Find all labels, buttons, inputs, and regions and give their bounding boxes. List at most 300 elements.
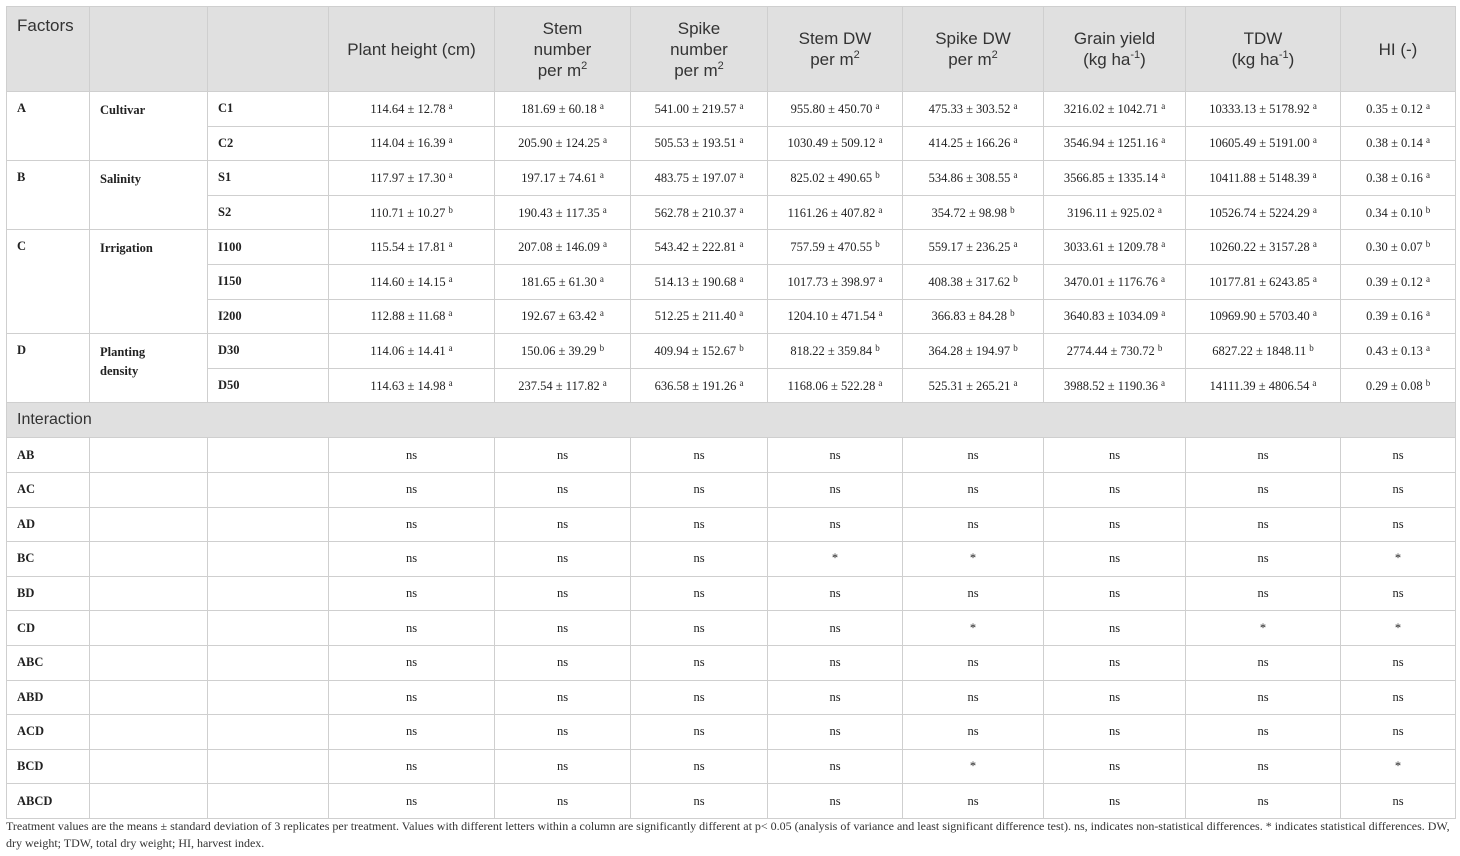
significance-letter: a — [448, 100, 453, 111]
mean-sd: 409.94 ± 152.67 — [654, 343, 737, 358]
significance-letter: b — [739, 342, 744, 353]
significance-cell: ns — [329, 611, 495, 646]
interaction-row — [7, 507, 1456, 542]
factor-code: D — [7, 334, 90, 403]
interaction-label: BC — [7, 542, 90, 577]
significance-cell: ns — [495, 784, 631, 819]
header-hi: HI (-) — [1341, 7, 1456, 92]
significance-letter: b — [1425, 239, 1431, 250]
factor-name-line: Irrigation — [100, 241, 153, 256]
value-cell — [768, 264, 903, 299]
significance-cell: ns — [903, 680, 1044, 715]
value-cell — [495, 195, 631, 230]
interaction-row — [7, 784, 1456, 819]
significance-letter: a — [602, 135, 607, 146]
mean-sd: 0.34 ± 0.10 — [1365, 205, 1423, 220]
significance-letter: a — [1312, 169, 1317, 180]
mean-sd: 3988.52 ± 1190.36 — [1064, 378, 1158, 393]
value-cell — [495, 368, 631, 403]
value-cell — [1044, 126, 1186, 161]
value-cell — [631, 92, 768, 127]
value-cell — [495, 230, 631, 265]
significance-cell: ns — [1044, 507, 1186, 542]
mean-sd: 1204.10 ± 471.54 — [787, 309, 876, 324]
interaction-label: ACD — [7, 715, 90, 750]
header-spike-dw: Spike DW per $m^2$ — [903, 7, 1044, 92]
interaction-row — [7, 472, 1456, 507]
results-table — [6, 6, 1456, 819]
value-cell — [903, 334, 1044, 369]
value-cell — [1341, 264, 1456, 299]
empty-cell — [208, 438, 329, 473]
value-cell — [495, 92, 631, 127]
empty-cell — [90, 472, 208, 507]
significance-letter: a — [739, 135, 744, 146]
value-cell — [495, 264, 631, 299]
interaction-row — [7, 611, 1456, 646]
mean-sd: 0.30 ± 0.07 — [1365, 240, 1423, 255]
value-cell — [329, 264, 495, 299]
significance-letter: a — [1013, 169, 1018, 180]
significance-letter: a — [1161, 169, 1166, 180]
significance-cell: ns — [1341, 472, 1456, 507]
value-cell — [329, 126, 495, 161]
significance-cell: ns — [631, 542, 768, 577]
significance-cell: ns — [631, 438, 768, 473]
significance-cell: ns — [631, 472, 768, 507]
mean-sd: 181.69 ± 60.18 — [521, 101, 597, 116]
empty-cell — [208, 715, 329, 750]
mean-sd: 3196.11 ± 925.02 — [1067, 205, 1155, 220]
value-cell — [1186, 92, 1341, 127]
mean-sd: 534.86 ± 308.55 — [928, 170, 1011, 185]
mean-sd: 3546.94 ± 1251.16 — [1063, 136, 1159, 151]
factor-name-line: Salinity — [100, 172, 141, 187]
header-row — [7, 7, 1456, 92]
significance-letter: a — [448, 308, 453, 319]
significance-cell: ns — [1341, 715, 1456, 750]
value-cell — [495, 299, 631, 334]
mean-sd: 10969.90 ± 5703.40 — [1209, 309, 1310, 324]
value-cell — [768, 368, 903, 403]
significance-cell: ns — [495, 542, 631, 577]
value-cell — [631, 299, 768, 334]
value-cell — [1044, 195, 1186, 230]
significance-cell: ns — [903, 507, 1044, 542]
mean-sd: 0.43 ± 0.13 — [1366, 343, 1423, 358]
mean-sd: 237.54 ± 117.82 — [518, 378, 600, 393]
mean-sd: 818.22 ± 359.84 — [790, 343, 873, 358]
value-cell — [903, 264, 1044, 299]
interaction-label: ABD — [7, 680, 90, 715]
mean-sd: 10605.49 ± 5191.00 — [1209, 136, 1310, 151]
significance-cell: ns — [1186, 784, 1341, 819]
significance-cell: ns — [1044, 611, 1186, 646]
value-cell — [495, 126, 631, 161]
significance-letter: a — [1013, 135, 1018, 146]
significance-letter: a — [878, 135, 883, 146]
significance-cell: ns — [903, 715, 1044, 750]
significance-cell: ns — [495, 715, 631, 750]
level-label: I200 — [208, 299, 329, 334]
mean-sd: 114.06 ± 14.41 — [370, 343, 446, 358]
significance-cell: ns — [329, 715, 495, 750]
table-row — [7, 126, 1456, 161]
value-cell — [495, 161, 631, 196]
value-cell — [1044, 230, 1186, 265]
mean-sd: 10260.22 ± 3157.28 — [1209, 240, 1310, 255]
value-cell — [329, 230, 495, 265]
mean-sd: 114.64 ± 12.78 — [370, 101, 446, 116]
value-cell — [903, 161, 1044, 196]
factor-name — [90, 161, 208, 230]
value-cell — [631, 230, 768, 265]
significance-letter: a — [599, 100, 604, 111]
significance-cell: ns — [631, 749, 768, 784]
significance-letter: a — [1312, 377, 1317, 388]
significance-cell: ns — [329, 507, 495, 542]
significance-letter: a — [1161, 239, 1166, 250]
value-cell — [1186, 264, 1341, 299]
significance-letter: b — [448, 204, 453, 215]
interaction-label: AD — [7, 507, 90, 542]
interaction-row — [7, 576, 1456, 611]
significance-cell: ns — [768, 645, 903, 680]
significance-cell: ns — [1186, 507, 1341, 542]
value-cell — [1044, 368, 1186, 403]
mean-sd: 190.43 ± 117.35 — [518, 205, 600, 220]
interaction-label: BD — [7, 576, 90, 611]
mean-sd: 10333.13 ± 5178.92 — [1209, 101, 1310, 116]
mean-sd: 114.63 ± 14.98 — [370, 378, 446, 393]
value-cell — [495, 334, 631, 369]
significance-letter: b — [1425, 204, 1431, 215]
significance-letter: a — [878, 204, 883, 215]
value-cell — [903, 126, 1044, 161]
mean-sd: 0.38 ± 0.14 — [1366, 136, 1423, 151]
mean-sd: 505.53 ± 193.51 — [654, 136, 737, 151]
significance-letter: a — [1160, 377, 1165, 388]
value-cell — [329, 299, 495, 334]
significance-letter: a — [1157, 204, 1162, 215]
factor-name-line: density — [100, 364, 139, 379]
significance-letter: a — [448, 135, 453, 146]
significance-cell: ns — [631, 645, 768, 680]
header-stem-dw: Stem DW per $m^2$ — [768, 7, 903, 92]
mean-sd: 1030.49 ± 509.12 — [787, 136, 876, 151]
significance-cell: ns — [329, 784, 495, 819]
header-plant-height: Plant height (cm) — [329, 7, 495, 92]
value-cell — [1341, 126, 1456, 161]
value-cell — [329, 368, 495, 403]
significance-letter: a — [602, 239, 607, 250]
significance-cell: ns — [903, 472, 1044, 507]
significance-letter: a — [599, 273, 604, 284]
value-cell — [1186, 334, 1341, 369]
value-cell — [631, 334, 768, 369]
interaction-row — [7, 749, 1456, 784]
significance-cell: * — [1341, 542, 1456, 577]
mean-sd: 366.83 ± 84.28 — [931, 309, 1008, 324]
value-cell — [1341, 195, 1456, 230]
significance-cell: ns — [495, 645, 631, 680]
mean-sd: 0.38 ± 0.16 — [1366, 170, 1423, 185]
value-cell — [631, 195, 768, 230]
mean-sd: 1161.26 ± 407.82 — [787, 205, 876, 220]
mean-sd: 112.88 ± 11.68 — [370, 309, 446, 324]
factor-name-line: Cultivar — [100, 103, 146, 117]
value-cell — [1044, 161, 1186, 196]
significance-cell: ns — [631, 576, 768, 611]
mean-sd: 3566.85 ± 1335.14 — [1063, 170, 1159, 185]
level-label: C1 — [208, 92, 329, 127]
mean-sd: 475.33 ± 303.52 — [928, 101, 1011, 116]
level-label: D50 — [208, 368, 329, 403]
significance-cell: ns — [631, 715, 768, 750]
header-grain-yield: Grain yield (kg $ha^{-1}$) — [1044, 7, 1186, 92]
value-cell — [903, 368, 1044, 403]
value-cell — [768, 92, 903, 127]
significance-letter: a — [448, 377, 453, 388]
value-cell — [631, 126, 768, 161]
significance-cell: ns — [1044, 645, 1186, 680]
significance-cell: ns — [1186, 680, 1341, 715]
mean-sd: 115.54 ± 17.81 — [370, 240, 446, 255]
significance-letter: a — [1312, 308, 1317, 319]
significance-letter: a — [448, 169, 453, 180]
value-cell — [768, 126, 903, 161]
mean-sd: 636.58 ± 191.26 — [654, 378, 737, 393]
value-cell — [1341, 334, 1456, 369]
mean-sd: 150.06 ± 39.29 — [520, 343, 597, 358]
significance-cell: ns — [631, 611, 768, 646]
significance-cell: ns — [768, 611, 903, 646]
interaction-label: ABCD — [7, 784, 90, 819]
value-cell — [1341, 161, 1456, 196]
significance-cell: ns — [768, 438, 903, 473]
value-cell — [1044, 264, 1186, 299]
table-footnote: Treatment values are the means ± standard deviation of 3 replicates per treatment. Values with different letters within a column are significantly different at p< 0.05 (analysis of variance and least significant difference test). ns, indicates non-statistical differences. * indicates statistical differences. DW, dry weight; TDW, total dry weight; HI, harvest index. — [6, 819, 1450, 850]
significance-letter: a — [1312, 100, 1317, 111]
significance-cell: ns — [329, 645, 495, 680]
significance-cell: ns — [768, 507, 903, 542]
significance-cell: * — [768, 542, 903, 577]
significance-cell: * — [1186, 611, 1341, 646]
significance-letter: b — [875, 169, 880, 180]
significance-letter: a — [1160, 273, 1165, 284]
value-cell — [768, 230, 903, 265]
interaction-row — [7, 680, 1456, 715]
factor-code: C — [7, 230, 90, 334]
level-label: S2 — [208, 195, 329, 230]
significance-letter: a — [1425, 100, 1430, 111]
significance-letter: a — [878, 273, 883, 284]
significance-letter: a — [875, 100, 880, 111]
level-label: I100 — [208, 230, 329, 265]
significance-letter: a — [1013, 100, 1018, 111]
significance-cell: ns — [768, 576, 903, 611]
mean-sd: 197.17 ± 74.61 — [521, 170, 597, 185]
table-row — [7, 368, 1456, 403]
empty-cell — [90, 542, 208, 577]
header-stem-number: Stem number per $m^2$ — [495, 7, 631, 92]
significance-cell: ns — [1044, 715, 1186, 750]
significance-cell: ns — [329, 472, 495, 507]
significance-cell: ns — [329, 680, 495, 715]
significance-letter: a — [448, 342, 453, 353]
mean-sd: 205.90 ± 124.25 — [518, 136, 600, 151]
significance-letter: a — [1312, 204, 1317, 215]
significance-cell: ns — [495, 680, 631, 715]
interaction-label: BCD — [7, 749, 90, 784]
significance-cell: ns — [1044, 680, 1186, 715]
significance-letter: a — [448, 239, 453, 250]
significance-cell: ns — [1044, 784, 1186, 819]
level-label: D30 — [208, 334, 329, 369]
mean-sd: 3216.02 ± 1042.71 — [1063, 101, 1159, 116]
significance-letter: a — [448, 273, 453, 284]
value-cell — [1044, 334, 1186, 369]
mean-sd: 3033.61 ± 1209.78 — [1063, 240, 1159, 255]
significance-cell: ns — [768, 749, 903, 784]
significance-cell: ns — [1341, 438, 1456, 473]
significance-letter: b — [1309, 342, 1314, 353]
mean-sd: 207.08 ± 146.09 — [518, 240, 600, 255]
mean-sd: 117.97 ± 17.30 — [370, 170, 446, 185]
significance-letter: a — [1161, 135, 1166, 146]
mean-sd: 6827.22 ± 1848.11 — [1212, 343, 1307, 358]
level-label: I150 — [208, 264, 329, 299]
significance-cell: ns — [1341, 784, 1456, 819]
interaction-label: ABC — [7, 645, 90, 680]
significance-cell: ns — [631, 680, 768, 715]
empty-cell — [90, 611, 208, 646]
significance-cell: ns — [495, 576, 631, 611]
factor-name — [90, 334, 208, 403]
mean-sd: 483.75 ± 197.07 — [654, 170, 737, 185]
value-cell — [768, 334, 903, 369]
empty-cell — [90, 784, 208, 819]
significance-letter: a — [1013, 239, 1018, 250]
mean-sd: 181.65 ± 61.30 — [521, 274, 597, 289]
value-cell — [903, 195, 1044, 230]
empty-cell — [90, 507, 208, 542]
header-tdw: TDW (kg $ha^{-1}$) — [1186, 7, 1341, 92]
interaction-label: AB — [7, 438, 90, 473]
significance-cell: * — [1341, 611, 1456, 646]
mean-sd: 541.00 ± 219.57 — [654, 101, 737, 116]
significance-cell: ns — [495, 438, 631, 473]
empty-cell — [90, 645, 208, 680]
significance-letter: b — [1013, 273, 1018, 284]
mean-sd: 2774.44 ± 730.72 — [1066, 343, 1155, 358]
significance-cell: ns — [1186, 438, 1341, 473]
mean-sd: 825.02 ± 490.65 — [790, 170, 873, 185]
value-cell — [1341, 230, 1456, 265]
significance-cell: * — [903, 749, 1044, 784]
significance-letter: a — [1013, 377, 1018, 388]
significance-letter: b — [875, 342, 880, 353]
mean-sd: 543.42 ± 222.81 — [654, 240, 737, 255]
header-spike-number: Spike number per $m^2$ — [631, 7, 768, 92]
significance-cell: ns — [1186, 576, 1341, 611]
value-cell — [1341, 368, 1456, 403]
significance-cell: ns — [329, 749, 495, 784]
value-cell — [631, 264, 768, 299]
mean-sd: 364.28 ± 194.97 — [928, 343, 1011, 358]
significance-cell: ns — [495, 507, 631, 542]
value-cell — [631, 368, 768, 403]
value-cell — [1186, 368, 1341, 403]
significance-letter: b — [1010, 308, 1015, 319]
significance-cell: ns — [768, 784, 903, 819]
significance-cell: ns — [495, 749, 631, 784]
level-label: C2 — [208, 126, 329, 161]
mean-sd: 0.35 ± 0.12 — [1366, 101, 1423, 116]
significance-cell: ns — [1186, 715, 1341, 750]
value-cell — [1186, 161, 1341, 196]
mean-sd: 414.25 ± 166.26 — [928, 136, 1011, 151]
factor-name-line: Planting — [100, 345, 146, 360]
mean-sd: 354.72 ± 98.98 — [931, 205, 1008, 220]
mean-sd: 1168.06 ± 522.28 — [787, 378, 876, 393]
value-cell — [1044, 92, 1186, 127]
significance-letter: b — [1425, 377, 1431, 388]
mean-sd: 1017.73 ± 398.97 — [787, 274, 876, 289]
value-cell — [768, 195, 903, 230]
mean-sd: 192.67 ± 63.42 — [521, 309, 597, 324]
mean-sd: 562.78 ± 210.37 — [654, 205, 737, 220]
significance-cell: ns — [631, 784, 768, 819]
significance-letter: b — [875, 239, 880, 250]
empty-cell — [90, 438, 208, 473]
interaction-label: AC — [7, 472, 90, 507]
mean-sd: 955.80 ± 450.70 — [790, 101, 873, 116]
mean-sd: 10526.74 ± 5224.29 — [1209, 205, 1310, 220]
value-cell — [329, 334, 495, 369]
empty-cell — [90, 576, 208, 611]
mean-sd: 512.25 ± 211.40 — [654, 309, 737, 324]
significance-cell: ns — [329, 438, 495, 473]
significance-letter: a — [1312, 273, 1317, 284]
table-row — [7, 264, 1456, 299]
empty-cell — [208, 680, 329, 715]
significance-letter: a — [1425, 169, 1430, 180]
significance-cell: ns — [1186, 472, 1341, 507]
significance-letter: a — [739, 239, 744, 250]
significance-cell: ns — [768, 680, 903, 715]
table-row — [7, 195, 1456, 230]
value-cell — [903, 299, 1044, 334]
table-row — [7, 299, 1456, 334]
significance-letter: a — [739, 100, 744, 111]
mean-sd: 0.39 ± 0.12 — [1366, 274, 1423, 289]
mean-sd: 559.17 ± 236.25 — [928, 240, 1011, 255]
empty-cell — [90, 715, 208, 750]
value-cell — [329, 161, 495, 196]
significance-cell: ns — [329, 542, 495, 577]
mean-sd: 10177.81 ± 6243.85 — [1209, 274, 1310, 289]
level-label: S1 — [208, 161, 329, 196]
significance-cell: ns — [903, 438, 1044, 473]
value-cell — [1186, 126, 1341, 161]
empty-cell — [208, 749, 329, 784]
header-empty-2 — [208, 7, 329, 92]
significance-letter: a — [739, 377, 744, 388]
significance-letter: a — [739, 169, 744, 180]
empty-cell — [90, 680, 208, 715]
significance-letter: a — [1161, 308, 1166, 319]
